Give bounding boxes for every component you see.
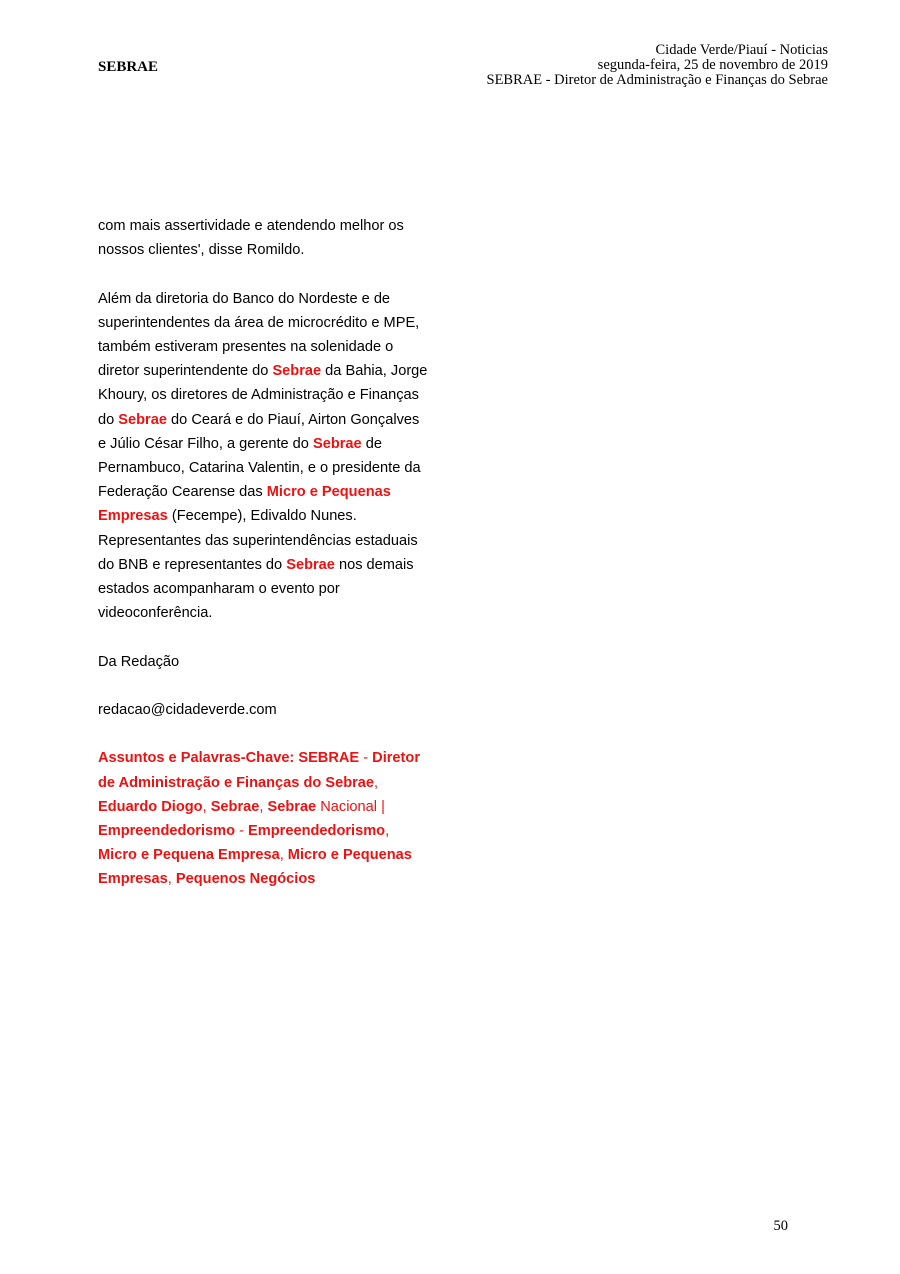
highlight-sebrae: Sebrae bbox=[286, 556, 335, 573]
keyword-separator: - bbox=[235, 823, 249, 840]
paragraph-text: de Pernambuco, Catarina Valentin, e o presidente da Federação Cearense das bbox=[98, 435, 421, 501]
highlight-sebrae: Sebrae bbox=[272, 363, 322, 380]
keyword-micro-pequenas-empresas: Micro e Pequenas Empresas bbox=[98, 847, 412, 888]
keyword-separator: , bbox=[259, 798, 268, 815]
keyword-separator: , bbox=[279, 847, 288, 864]
keyword-separator: , bbox=[374, 774, 379, 791]
paragraph-text: do Ceará e do Piauí, Airton Gonçalves e Júlio César Filho, a gerente do bbox=[98, 411, 420, 452]
article-paragraph-1: com mais assertividade e atendendo melhor os nossos clientes', disse Romildo. bbox=[98, 218, 404, 259]
keyword-empreendedorismo: Empreendedorismo bbox=[248, 823, 386, 840]
keyword-diretor: Diretor de Administração e Finanças do Sebrae bbox=[98, 750, 420, 791]
header-meta bbox=[487, 43, 828, 88]
keyword-separator: , bbox=[385, 823, 390, 840]
header-source: Cidade Verde/Piauí - Noticias bbox=[655, 42, 828, 58]
highlight-sebrae: Sebrae bbox=[312, 435, 362, 452]
keyword-separator: - bbox=[359, 750, 373, 767]
keyword-separator: , bbox=[167, 871, 176, 888]
article-paragraph-2 bbox=[98, 287, 428, 626]
article-body bbox=[98, 214, 428, 916]
keyword-empreendedorismo-category: Empreendedorismo bbox=[98, 823, 236, 840]
header-subject: SEBRAE - Diretor de Administração e Finanças do Sebrae bbox=[486, 72, 828, 88]
keyword-sebrae: Sebrae bbox=[210, 798, 260, 815]
keyword-separator: , bbox=[202, 798, 211, 815]
keyword-sebrae-nacional: Sebrae bbox=[267, 798, 317, 815]
header-date: segunda-feira, 25 de novembro de 2019 bbox=[597, 57, 828, 73]
keywords-label: Assuntos e Palavras-Chave: SEBRAE bbox=[98, 750, 360, 767]
highlight-micro-pequenas-empresas: Micro e Pequenas Empresas bbox=[98, 484, 391, 525]
paragraph-text: Além da diretoria do Banco do Nordeste e de superintendentes da área de microcrédito e MPE, também estiveram presentes na solenidade o diretor superintendente do bbox=[98, 290, 420, 380]
paragraph-text: nos demais estados acompanharam o evento por videoconferência. bbox=[98, 556, 414, 622]
paragraph-text: da Bahia, Jorge Khoury, os diretores de Administração e Finanças do bbox=[98, 363, 428, 428]
keywords-block bbox=[98, 746, 428, 891]
keyword-eduardo-diogo: Eduardo Diogo bbox=[98, 798, 203, 815]
paragraph-text: (Fecempe), Edivaldo Nunes. Representantes das superintendências estaduais do BNB e representantes do bbox=[98, 508, 418, 573]
page-number: 50 bbox=[773, 1218, 788, 1234]
highlight-sebrae: Sebrae bbox=[118, 411, 167, 428]
article-byline: Da Redação bbox=[98, 653, 180, 670]
keyword-micro-pequena-empresa: Micro e Pequena Empresa bbox=[98, 847, 280, 864]
article-email: redacao@cidadeverde.com bbox=[98, 702, 277, 719]
header-organization: SEBRAE bbox=[98, 59, 159, 75]
keyword-plain-text: Nacional | bbox=[316, 798, 385, 815]
keyword-pequenos-negocios: Pequenos Negócios bbox=[175, 871, 316, 888]
